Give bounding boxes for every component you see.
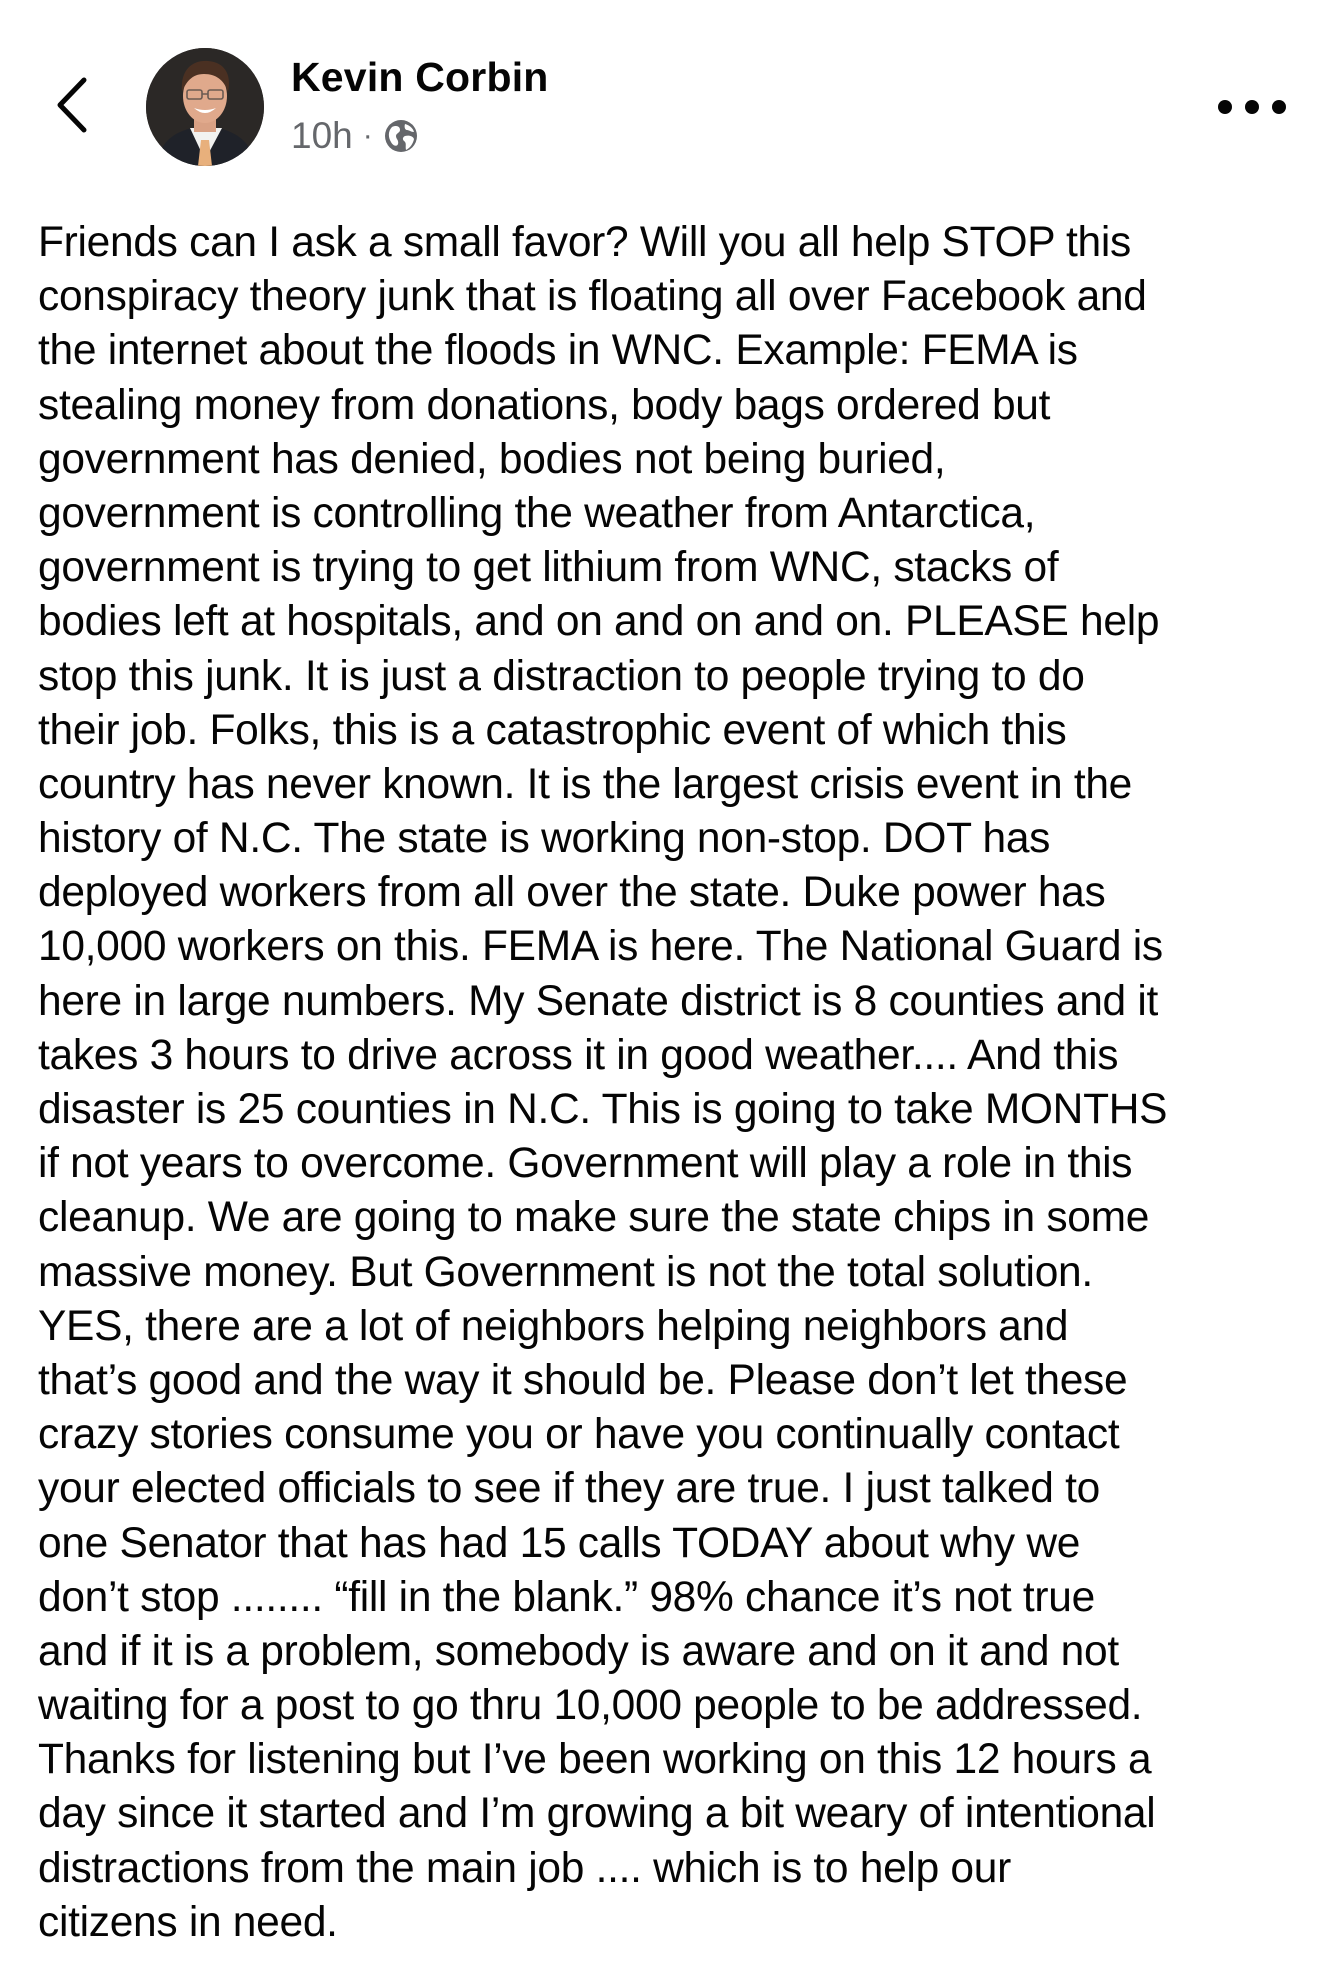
post-text-line: the internet about the floods in WNC. Example: FEMA is <box>38 327 1078 375</box>
chevron-left-icon <box>48 72 96 138</box>
post-text-line: takes 3 hours to drive across it in good weather.... And this <box>38 1031 1119 1079</box>
more-options-button[interactable] <box>1218 92 1286 122</box>
profile-photo <box>146 48 264 166</box>
post-header <box>0 0 1320 200</box>
back-button[interactable] <box>48 72 96 138</box>
post-text-line: deployed workers from all over the state. Duke power has <box>38 869 1106 917</box>
post-text-line: YES, there are a lot of neighbors helping neighbors and <box>38 1302 1069 1350</box>
post-meta <box>291 114 419 158</box>
post-text-line: bodies left at hospitals, and on and on and on. PLEASE help <box>38 598 1160 646</box>
post-text-line: one Senator that has had 15 calls TODAY about why we <box>38 1519 1081 1567</box>
post-text-line: and if it is a problem, somebody is aware and on it and not <box>38 1627 1119 1675</box>
more-horizontal-icon-dot <box>1245 100 1259 114</box>
author-name[interactable]: Kevin Corbin <box>291 54 549 100</box>
post-text-line: citizens in need. <box>38 1898 338 1946</box>
post-text-line: don’t stop ........ “fill in the blank.” 98% chance it’s not true <box>38 1573 1095 1621</box>
post-text-line: your elected officials to see if they are true. I just talked to <box>38 1465 1100 1513</box>
post-timestamp[interactable]: 10h <box>291 115 353 156</box>
post-text-line: 10,000 workers on this. FEMA is here. The National Guard is <box>38 923 1163 971</box>
post-text <box>38 216 1308 1950</box>
post-text-line: history of N.C. The state is working non-stop. DOT has <box>38 815 1051 863</box>
post-text-line: distractions from the main job .... which is to help our <box>38 1844 1011 1892</box>
avatar[interactable] <box>146 48 264 166</box>
post-text-line: government is trying to get lithium from WNC, stacks of <box>38 544 1059 592</box>
more-horizontal-icon-dot <box>1272 100 1286 114</box>
post-text-line: massive money. But Government is not the total solution. <box>38 1248 1093 1296</box>
globe-icon[interactable] <box>383 118 419 154</box>
post-text-line: Thanks for listening but I’ve been working on this 12 hours a <box>38 1736 1152 1784</box>
post-text-line: here in large numbers. My Senate district is 8 counties and it <box>38 977 1159 1025</box>
post-text-line: government is controlling the weather from Antarctica, <box>38 489 1036 537</box>
post-text-line: Friends can I ask a small favor? Will you all help STOP this <box>38 219 1131 266</box>
post-text-line: their job. Folks, this is a catastrophic event of which this <box>38 706 1067 754</box>
post-text-line: stealing money from donations, body bags ordered but <box>38 381 1051 429</box>
post-text-line: day since it started and I’m growing a bit weary of intentional <box>38 1790 1156 1838</box>
post-text-line: stop this junk. It is just a distraction to people trying to do <box>38 652 1085 700</box>
meta-separator: · <box>362 119 373 152</box>
more-horizontal-icon-dot <box>1218 100 1232 114</box>
post-text-line: government has denied, bodies not being buried, <box>38 435 946 483</box>
post-text-line: conspiracy theory junk that is floating all over Facebook and <box>38 273 1147 321</box>
post-text-line: that’s good and the way it should be. Please don’t let these <box>38 1356 1128 1404</box>
post-text-line: disaster is 25 counties in N.C. This is going to take MONTHS <box>38 1086 1168 1133</box>
post-text-line: waiting for a post to go thru 10,000 people to be addressed. <box>38 1682 1143 1730</box>
post-text-line: if not years to overcome. Government will play a role in this <box>38 1140 1133 1188</box>
post-text-line: country has never known. It is the largest crisis event in the <box>38 760 1133 808</box>
post-text-line: cleanup. We are going to make sure the state chips in some <box>38 1194 1150 1242</box>
post-text-line: crazy stories consume you or have you continually contact <box>38 1411 1120 1459</box>
